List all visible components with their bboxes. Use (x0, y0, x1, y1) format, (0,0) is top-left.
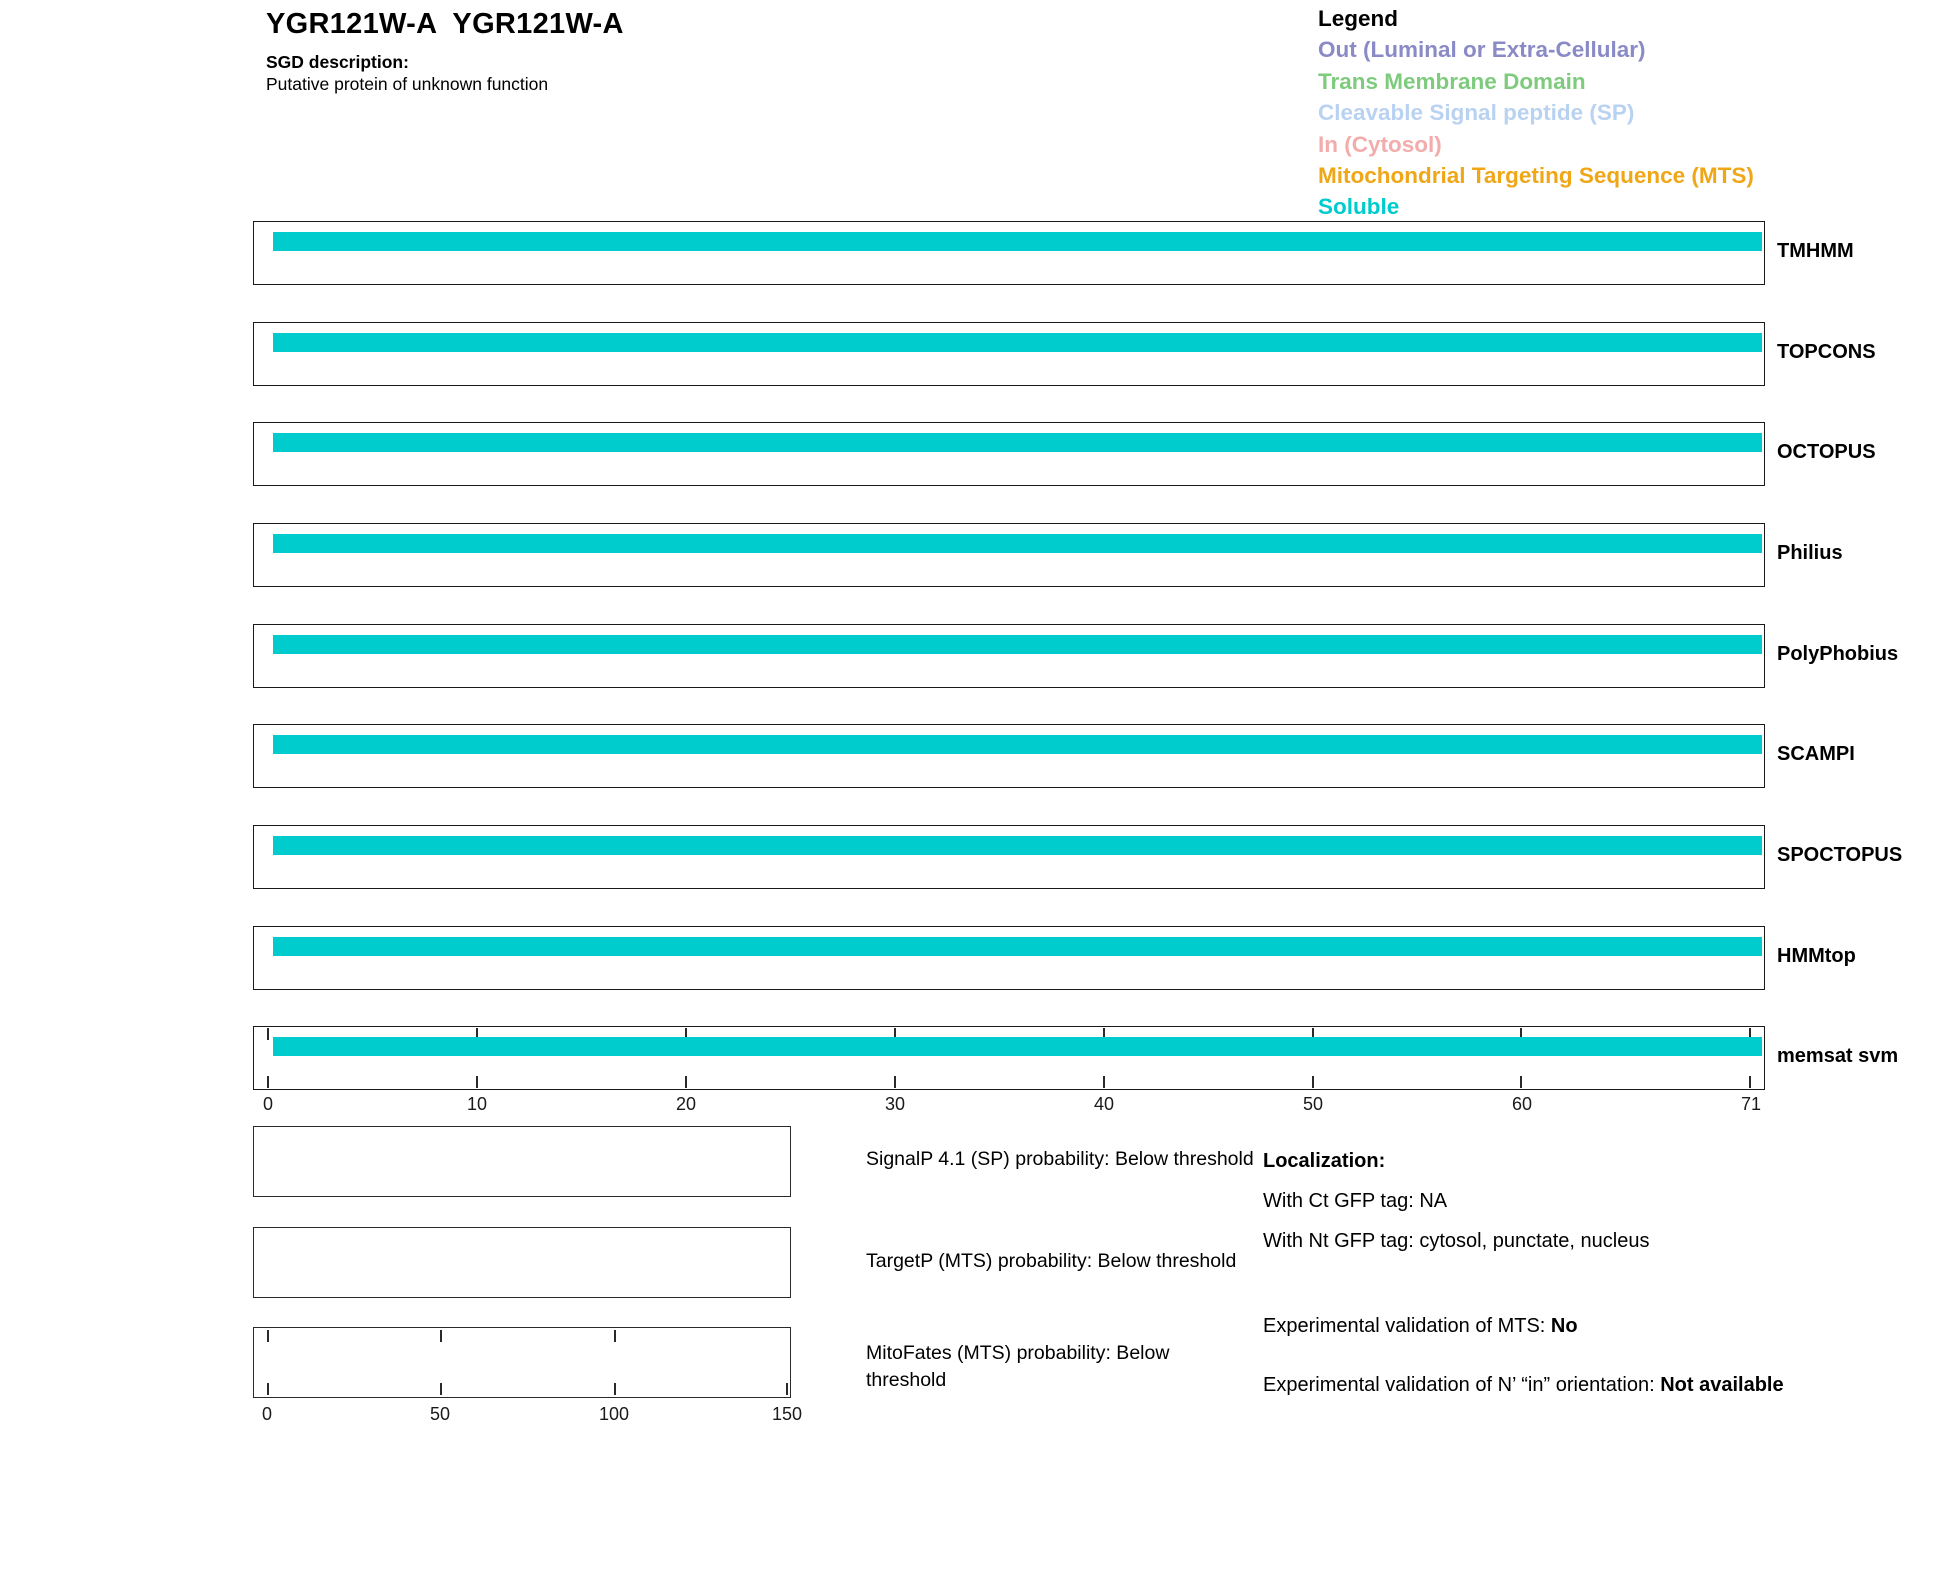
ct-gfp-line: With Ct GFP tag: NA (1263, 1190, 1448, 1212)
track-box (253, 322, 1765, 386)
axis-tick-label: 150 (771, 1404, 803, 1424)
axis-tick (476, 1076, 478, 1088)
legend-item-signal-peptide: Cleavable Signal peptide (SP) (1318, 100, 1635, 126)
axis-tick (614, 1383, 616, 1395)
soluble-bar (273, 1037, 1762, 1056)
soluble-bar (273, 635, 1762, 654)
sgd-description-label: SGD description: (266, 52, 409, 72)
track-box (253, 926, 1765, 990)
legend-item-soluble: Soluble (1318, 194, 1400, 220)
mts-validation-value: No (1550, 1315, 1578, 1337)
axis-tick-label: 71 (1740, 1094, 1762, 1114)
track-box (253, 221, 1765, 285)
signalp-panel (253, 1126, 791, 1197)
track-octopus (253, 422, 1876, 486)
soluble-bar (273, 433, 1762, 452)
legend-item-transmembrane: Trans Membrane Domain (1318, 68, 1586, 94)
orientation-validation-value: Not available (1660, 1374, 1784, 1396)
legend-item-in-cytosol: In (Cytosol) (1318, 131, 1442, 157)
track-label: PolyPhobius (1777, 643, 1899, 665)
track-label: TOPCONS (1777, 341, 1876, 363)
track-box (253, 724, 1765, 788)
soluble-bar (273, 333, 1762, 352)
targetp-panel (253, 1227, 791, 1298)
legend-title: Legend (1318, 6, 1399, 31)
track-box (253, 624, 1765, 688)
localization-title: Localization: (1263, 1150, 1386, 1172)
axis-tick (685, 1076, 687, 1088)
track-hmmtop (253, 926, 1856, 990)
axis-tick (894, 1076, 896, 1088)
nt-gfp-line: With Nt GFP tag: cytosol, punctate, nucleus (1263, 1230, 1650, 1252)
track-label: Philius (1777, 542, 1843, 564)
mitofates-panel (253, 1327, 791, 1398)
axis-tick (786, 1383, 788, 1395)
targetp-label: TargetP (MTS) probability: Below threshold (866, 1250, 1237, 1272)
mts-validation-line (1263, 1311, 1578, 1341)
axis-tick (1749, 1076, 1751, 1088)
soluble-bar (273, 937, 1762, 956)
axis-tick (267, 1383, 269, 1395)
mts-validation-prefix: Experimental validation of MTS: (1263, 1315, 1551, 1337)
soluble-bar (273, 836, 1762, 855)
track-spoctopus (253, 825, 1903, 889)
track-label: TMHMM (1777, 240, 1854, 262)
mitofates-label: MitoFates (MTS) probability: Below threshold (866, 1342, 1170, 1391)
legend-item-out: Out (Luminal or Extra-Cellular) (1318, 37, 1646, 63)
axis-tick-label: 100 (598, 1404, 630, 1424)
axis-tick-label: 40 (1093, 1094, 1115, 1114)
orientation-validation-prefix: Experimental validation of N’ “in” orientation: (1263, 1374, 1661, 1396)
axis-tick-label: 30 (884, 1094, 906, 1114)
axis-tick-label: 20 (675, 1094, 697, 1114)
soluble-bar (273, 735, 1762, 754)
soluble-bar (273, 232, 1762, 251)
axis-tick-label: 0 (262, 1094, 274, 1114)
track-label: memsat svm (1777, 1045, 1899, 1067)
page-title: YGR121W-A YGR121W-A (266, 8, 624, 40)
axis-tick (614, 1330, 616, 1342)
track-label: HMMtop (1777, 945, 1856, 967)
axis-tick-label: 0 (261, 1404, 273, 1424)
axis-tick-label: 10 (466, 1094, 488, 1114)
track-box (253, 1026, 1765, 1090)
axis-tick (1312, 1076, 1314, 1088)
track-box (253, 422, 1765, 486)
track-scampi (253, 724, 1855, 788)
axis-tick (1520, 1076, 1522, 1088)
axis-tick (267, 1076, 269, 1088)
orientation-validation-line (1263, 1370, 1785, 1400)
signalp-label: SignalP 4.1 (SP) probability: Below threshold (866, 1148, 1254, 1170)
axis-tick (267, 1028, 269, 1040)
sgd-description-text: Putative protein of unknown function (266, 74, 549, 94)
axis-tick-label: 50 (429, 1404, 451, 1424)
axis-tick (1103, 1076, 1105, 1088)
track-label: SCAMPI (1777, 743, 1855, 765)
track-label: OCTOPUS (1777, 441, 1876, 463)
track-box (253, 825, 1765, 889)
axis-tick (440, 1383, 442, 1395)
track-memsat-svm (253, 1026, 1899, 1090)
axis-tick (440, 1330, 442, 1342)
axis-tick-label: 50 (1302, 1094, 1324, 1114)
track-topcons (253, 322, 1876, 386)
track-polyphobius (253, 624, 1899, 688)
axis-tick-label: 60 (1511, 1094, 1533, 1114)
track-box (253, 523, 1765, 587)
legend (1318, 3, 1754, 223)
axis-tick (267, 1330, 269, 1342)
legend-item-mts: Mitochondrial Targeting Sequence (MTS) (1318, 163, 1754, 189)
track-philius (253, 523, 1843, 587)
track-tmhmm (253, 221, 1854, 285)
track-label: SPOCTOPUS (1777, 844, 1903, 866)
soluble-bar (273, 534, 1762, 553)
